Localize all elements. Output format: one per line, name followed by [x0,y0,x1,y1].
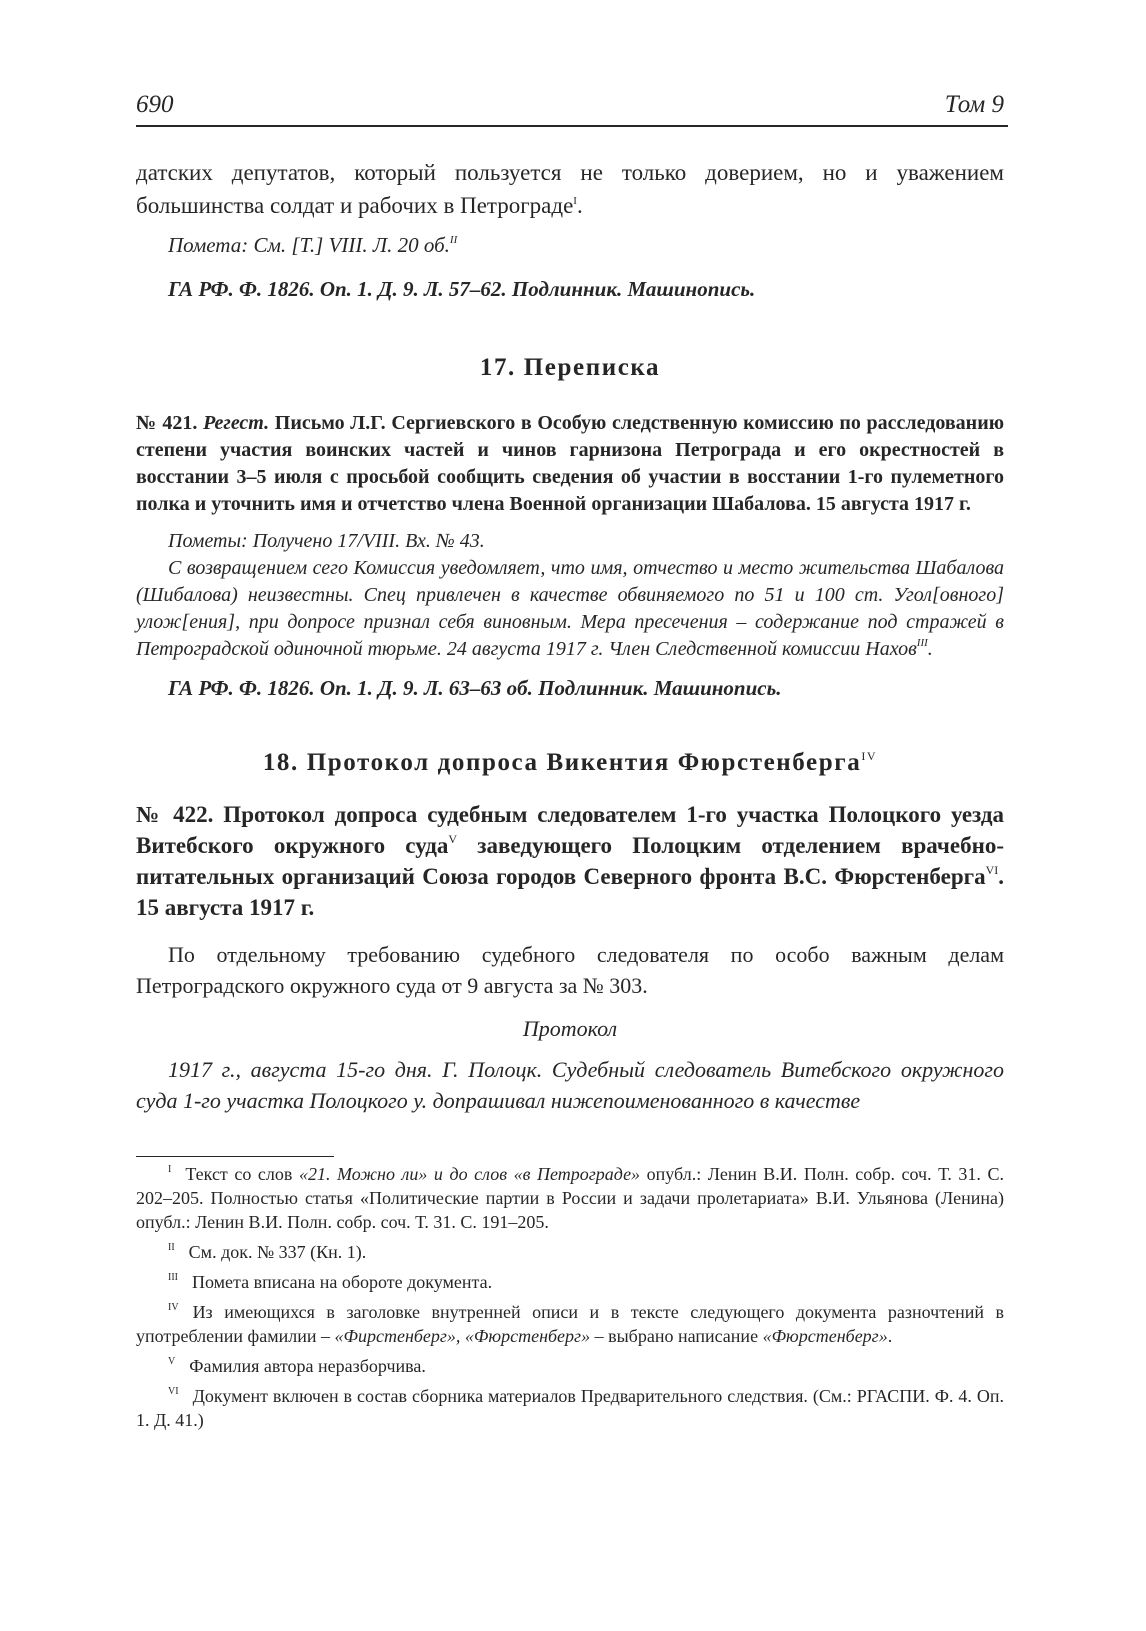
footnote-mark: V [168,1356,176,1367]
continuation-paragraph: датских депутатов, который пользуется не только доверием, но и уважением большинства солдат и рабочих в Петрограде$^I$. [136,160,1004,218]
footnote-ref: I [573,195,577,207]
footnote-ref: IV [861,749,878,763]
document-summary: Письмо Л.Г. Сергиевского в Особую следственную комиссию по расследованию степени участия воинских частей и чинов гарнизона Петрограда и его окрестностей в восстании 3–5 июля с просьбой сообщить сведения об участии в восстании 1-го пулеметного полка и уточнить имя и отчетство члена Военной организации Шабалова. 15 августа 1917 г. [136,412,1005,515]
footnote [136,1270,1004,1294]
document-kind: Регест. [203,412,270,434]
footnote-mark: IV [168,1302,179,1313]
footnote-italic: «Фюрстенберг» [762,1326,888,1346]
footnote-ref: III [916,637,928,649]
volume-label: Том 9 [944,91,1004,118]
document-heading [136,799,1004,923]
footnote-mark: II [168,1242,175,1253]
footnote-text: Фамилия автора неразборчива. [189,1356,426,1376]
document-mark: Пометы: Получено 17/VIII. Вх. № 43. [168,530,485,552]
footnote-italic: «21. Можно ли» и до слов «в Петрограде» [298,1164,641,1184]
page-body [136,156,1004,1116]
document-heading-part: . 15 августа 1917 г. [136,864,1004,920]
footnote-ref: VI [985,863,999,877]
section-title: 17. Переписка [479,354,661,381]
archive-reference: ГА РФ. Ф. 1826. Оп. 1. Д. 9. Л. 63–63 об. Подлинник. Машинопись. [168,676,782,700]
protocol-text: 1917 г., августа 15-го дня. Г. Полоцк. Судебный следователь Витебского окружного суда 1-го участка Полоцкого у. допрашивал нижепоименованного в качестве [136,1057,1004,1113]
document-number: № 421. [136,412,198,434]
footnote-text: Документ включен в состав сборника материалов Предварительного следствия. (См.: РГАСПИ. Ф. 4. Оп. 1. Д. 41.) [136,1386,1004,1430]
footnote-text: – выбрано написание [590,1326,763,1346]
footnote [136,1300,1004,1348]
footnote [136,1240,1004,1264]
page-number: 690 [136,91,174,118]
footnote-ref: II [449,234,458,246]
footnote-mark: VI [168,1386,179,1397]
document-notes [136,528,1004,663]
section-title-text: 18. Протокол допроса Викентия Фюрстенберга [262,749,862,776]
mark-note-text: Помета: См. [Т.] VIII. Л. 20 об. [168,233,450,257]
footnote-ref: V [448,832,458,846]
header-rule [136,125,1008,127]
continuation-text: датских депутатов, который пользуется не только доверием, но и уважением большинства солдат и рабочих в Петрограде [136,160,1004,218]
footnotes [136,1162,1004,1432]
body-paragraph: По отдельному требованию судебного следователя по особо важным делам Петроградского окружного суда от 9 августа за № 303. [136,942,1004,998]
protocol-title: Протокол [522,1016,618,1041]
document-heading-part: № 422. Протокол допроса судебным следователем 1-го участка Полоцкого уезда Витебского окружного суда [136,802,1004,858]
running-header [136,86,1008,126]
document-heading [136,410,1004,518]
footnote-italic: «Фирстенберг», «Фюрстенберг» [334,1326,591,1346]
document-heading-part: заведующего Полоцким отделением врачебно-питательных организаций Союза городов Северного фронта В.С. Фюрстенберга [136,833,1004,889]
footnote-text: Из имеющихся в заголовке внутренней описи и в тексте следующего документа разночтений в употреблении фамилии – [136,1302,1004,1346]
footnote-mark: I [168,1164,172,1175]
document-note-text: С возвращением сего Комиссия уведомляет, что имя, отчество и место жительства Шабалова (Шибалова) неизвестны. Спец привлечен в качестве обвиняемого по 51 и 100 ст. Угол[овного] улож[ения], при допросе признал себя виновным. Мера пресечения – содержание под стражей в Петроградской одиночной тюрьме. 24 августа 1917 г. Член Следственной комиссии Нахов [136,557,1004,660]
archive-reference: ГА РФ. Ф. 1826. Оп. 1. Д. 9. Л. 57–62. Подлинник. Машинопись. [168,277,756,301]
mark-note [136,230,1004,260]
section-title [136,747,1004,779]
footnote-text: . [887,1326,893,1346]
footnote-text: опубл.: Ленин В.И. Полн. собр. соч. Т. 31. С. 202–205. Полностью статья «Политические партии в России и задачи пролетариата» В.И. Ульянова (Ленина) опубл.: Ленин В.И. Полн. собр. соч. Т. 31. С. 191–205. [136,1164,1004,1232]
footnote-text: Текст со слов [185,1164,299,1184]
footnote [136,1384,1004,1432]
footnote-text: Помета вписана на обороте документа. [192,1272,493,1292]
footnote-text: См. док. № 337 (Кн. 1). [188,1242,367,1262]
document-note: С возвращением сего Комиссия уведомляет, что имя, отчество и место жительства Шабалова (Шибалова) неизвестны. Спец привлечен в качестве обвиняемого по 51 и 100 ст. Угол[овного] улож[ения], при допросе признал себя виновным. Мера пресечения – содержание под стражей в Петроградской одиночной тюрьме. 24 августа 1917 г. Член Следственной комиссии Нахов$^{III}$. [136,557,1004,660]
footnote [136,1162,1004,1234]
footnote-mark: III [168,1272,178,1283]
footnote-rule [136,1156,334,1157]
footnote [136,1354,1004,1378]
